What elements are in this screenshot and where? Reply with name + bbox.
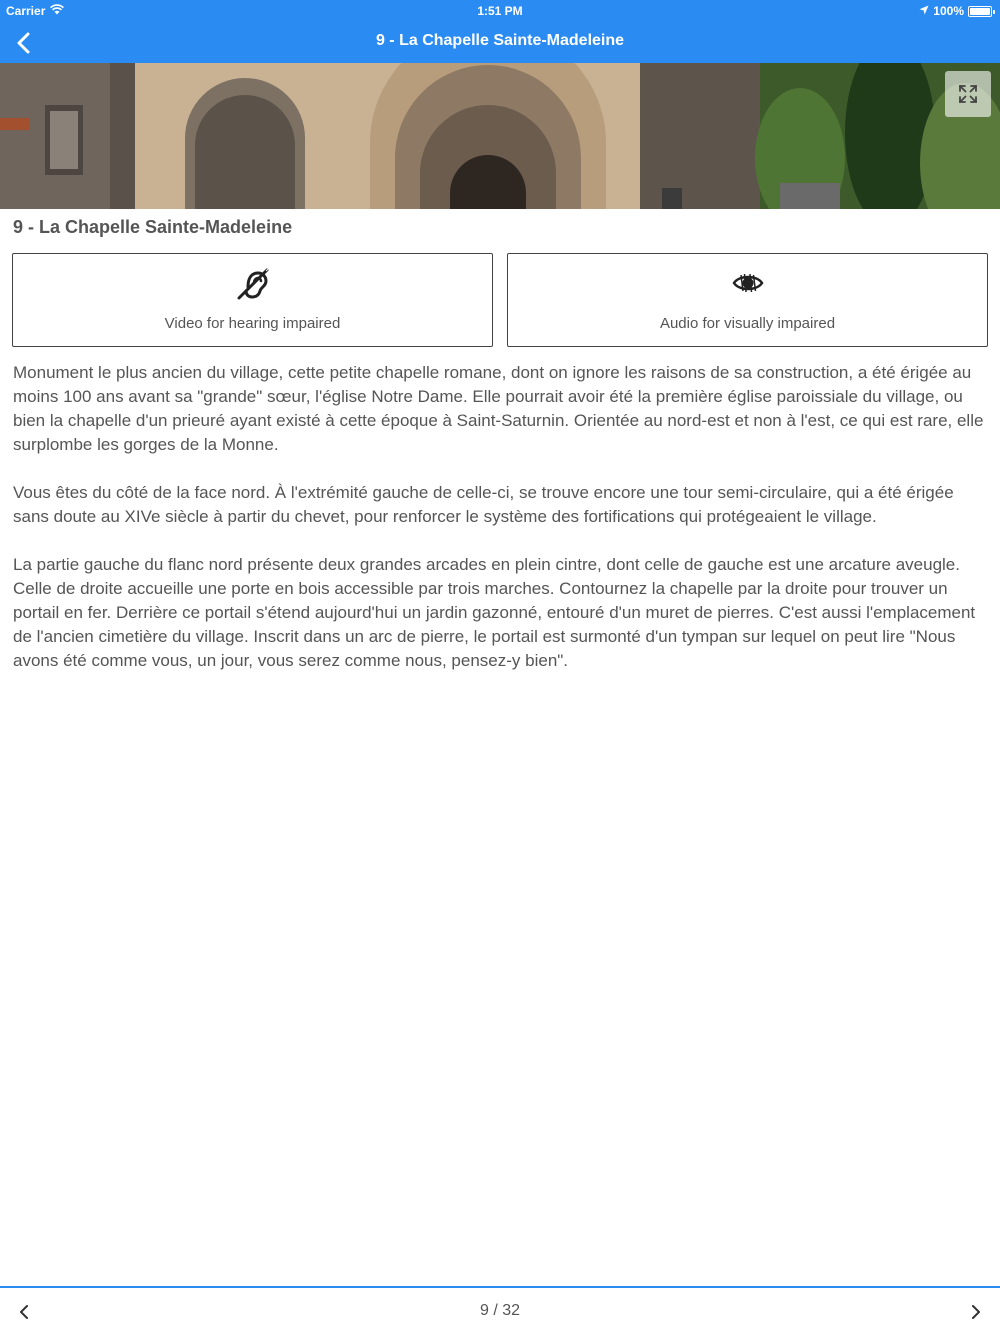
chapel-photo bbox=[0, 63, 1000, 209]
carrier-label: Carrier bbox=[6, 4, 46, 18]
location-arrow-icon bbox=[919, 4, 929, 18]
hearing-impaired-icon bbox=[236, 266, 270, 300]
next-button[interactable] bbox=[964, 1300, 988, 1324]
status-time: 1:51 PM bbox=[477, 4, 523, 18]
content-title: 9 - La Chapelle Sainte-Madeleine bbox=[13, 217, 293, 237]
nav-bar bbox=[0, 22, 1000, 63]
chevron-left-icon bbox=[16, 32, 30, 54]
status-bar bbox=[0, 0, 1000, 22]
pager bbox=[0, 1286, 1000, 1334]
battery-fill bbox=[970, 8, 990, 15]
chevron-right-icon bbox=[971, 1305, 981, 1319]
video-hearing-impaired-label: Video for hearing impaired bbox=[164, 315, 341, 332]
description bbox=[13, 361, 991, 697]
audio-visually-impaired-label: Audio for visually impaired bbox=[659, 315, 836, 332]
description-paragraph-1: Monument le plus ancien du village, cette petite chapelle romane, dont on ignore les raisons de sa construction, a été érigée au moins 100 ans avant sa "grande" sœur, l'église Notre Dame. Elle pourrait avoir été la première église paroissiale du village, ou bien la chapelle d'un prieuré ayant existé à cette époque à Saint-Saturnin. Orientée au nord-est et non à l'est, ce qui est rare, elle surplombe les gorges de la Monne. bbox=[13, 363, 984, 454]
hero-image bbox=[0, 63, 1000, 209]
description-paragraph-3: La partie gauche du flanc nord présente deux grandes arcades en plein cintre, dont celle de gauche est une arcature aveugle. Celle de droite accueille une porte en bois accessible par trois marches. Contournez la chapelle par la droite pour trouver un portail en fer. Derrière ce portail s'étend aujourd'hui un jardin gazonné, entouré d'un muret de pierres. C'est aussi l'emplacement de l'ancien cimetière du village. Inscrit dans un arc de pierre, le portail est surmonté d'un tympan sur lequel on peut lire "Nous avons été comme vous, un jour, vous serez comme nous, pensez-y bien". bbox=[13, 555, 976, 670]
page-counter: 9 / 32 bbox=[479, 1302, 521, 1319]
battery-icon bbox=[968, 6, 992, 17]
nav-title: 9 - La Chapelle Sainte-Madeleine bbox=[375, 32, 625, 49]
description-paragraph-2: Vous êtes du côté de la face nord. À l'extrémité gauche de celle-ci, se trouve encore une tour semi-circulaire, qui a été érigée sans doute au XIVe siècle à partir du chevet, pour renforcer le système des fortifications qui protégeaient le village. bbox=[13, 483, 954, 526]
video-hearing-impaired-button[interactable] bbox=[12, 253, 493, 347]
visually-impaired-icon bbox=[731, 266, 765, 300]
header bbox=[0, 0, 1000, 63]
battery-percent: 100% bbox=[933, 4, 964, 18]
audio-visually-impaired-button[interactable] bbox=[507, 253, 988, 347]
back-button[interactable] bbox=[6, 26, 40, 60]
expand-button[interactable] bbox=[945, 71, 991, 117]
expand-icon bbox=[958, 84, 978, 104]
